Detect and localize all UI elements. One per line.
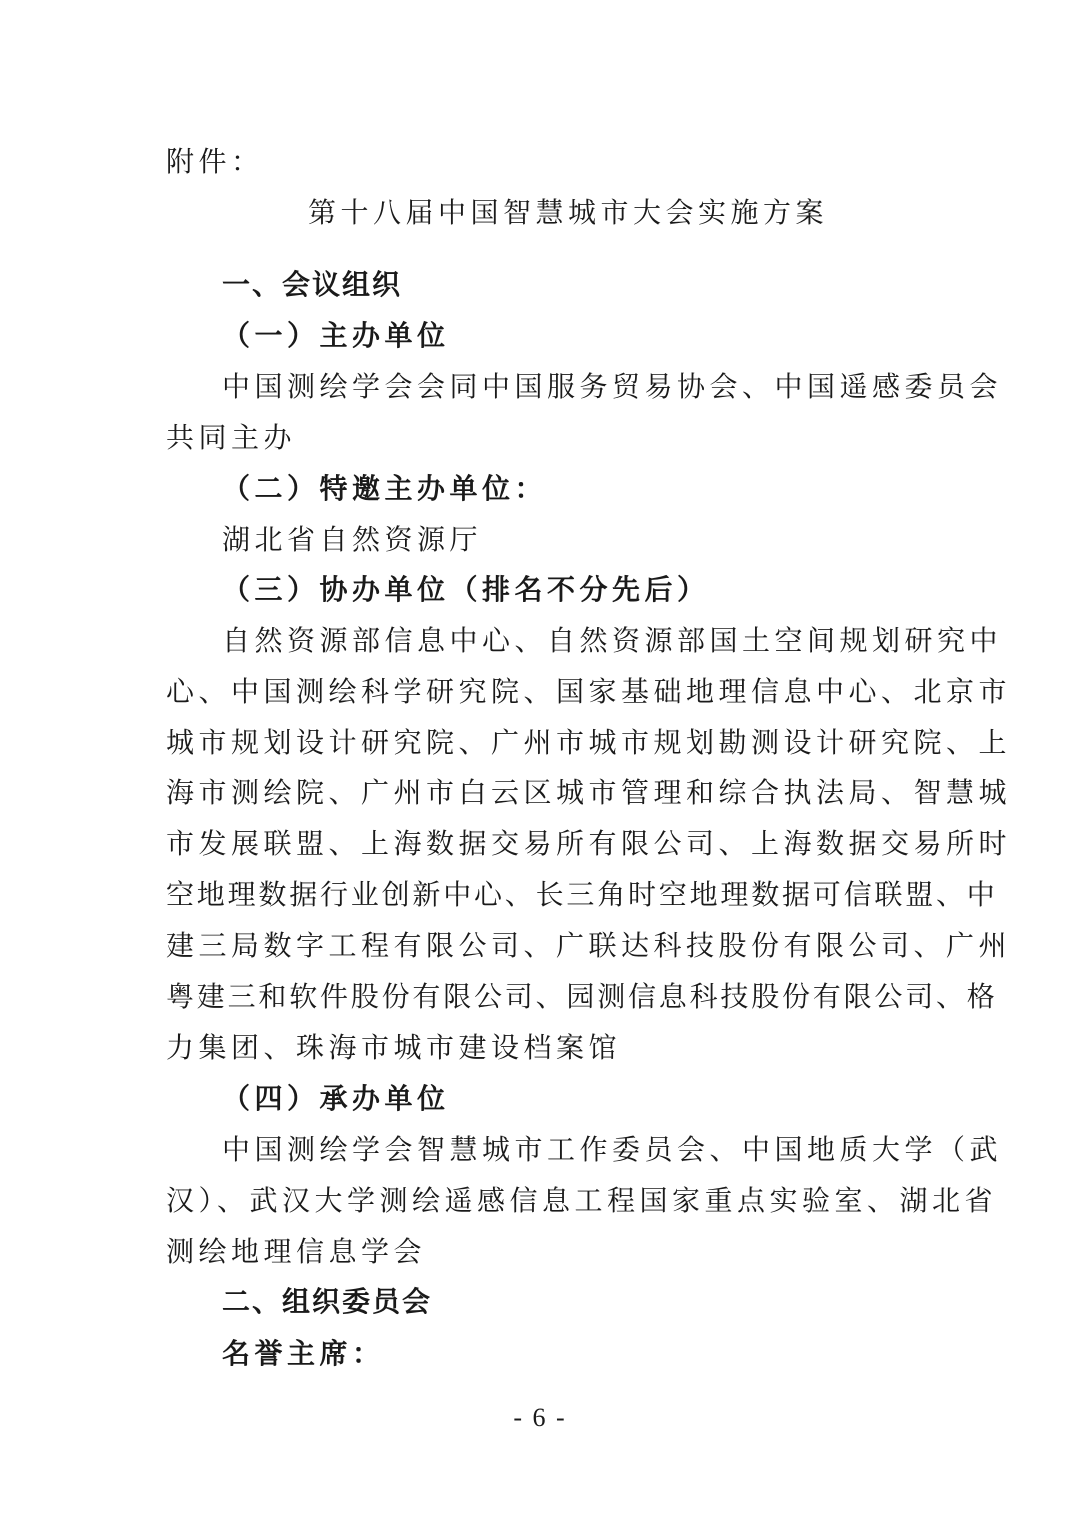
subsection-3-line-2: 心、中国测绘科学研究院、国家基础地理信息中心、北京市: [166, 675, 1012, 708]
subsection-4-heading: （四）承办单位: [222, 1082, 450, 1115]
subsection-1-line-1: 中国测绘学会会同中国服务贸易协会、中国遥感委员会: [222, 370, 1003, 403]
subsection-3-line-5: 市发展联盟、上海数据交易所有限公司、上海数据交易所时: [166, 827, 1012, 860]
subsection-4-line-2: 汉）、武汉大学测绘遥感信息工程国家重点实验室、湖北省: [166, 1184, 998, 1217]
section-1-heading: 一、会议组织: [222, 268, 403, 301]
attachment-label: 附件：: [166, 145, 264, 178]
subsection-3-line-6: 空地理数据行业创新中心、长三角时空地理数据可信联盟、中: [166, 878, 998, 911]
subsection-1-heading: （一）主办单位: [222, 319, 450, 352]
subsection-4-line-1: 中国测绘学会智慧城市工作委员会、中国地质大学（武: [222, 1133, 1003, 1166]
subsection-3-line-3: 城市规划设计研究院、广州市城市规划勘测设计研究院、上: [166, 726, 1012, 759]
subsection-4-line-3: 测绘地理信息学会: [166, 1235, 427, 1268]
subsection-3-line-8: 粤建三和软件股份有限公司、园测信息科技股份有限公司、格: [166, 980, 998, 1013]
honorary-chair-label: 名誉主席：: [222, 1337, 385, 1370]
subsection-1-line-2: 共同主办: [166, 421, 297, 454]
subsection-3-line-9: 力集团、珠海市城市建设档案馆: [166, 1031, 622, 1064]
subsection-3-line-4: 海市测绘院、广州市白云区城市管理和综合执法局、智慧城: [166, 776, 1012, 809]
subsection-2-heading: （二）特邀主办单位：: [222, 472, 548, 505]
subsection-3-heading: （三）协办单位（排名不分先后）: [222, 573, 710, 606]
subsection-2-line-1: 湖北省自然资源厅: [222, 523, 483, 556]
subsection-3-line-7: 建三局数字工程有限公司、广联达科技股份有限公司、广州: [166, 929, 1012, 962]
document-title: 第十八届中国智慧城市大会实施方案: [308, 196, 829, 229]
section-2-heading: 二、组织委员会: [222, 1285, 433, 1318]
page-number: - 6 -: [513, 1403, 567, 1432]
subsection-3-line-1: 自然资源部信息中心、自然资源部国土空间规划研究中: [222, 624, 1003, 657]
